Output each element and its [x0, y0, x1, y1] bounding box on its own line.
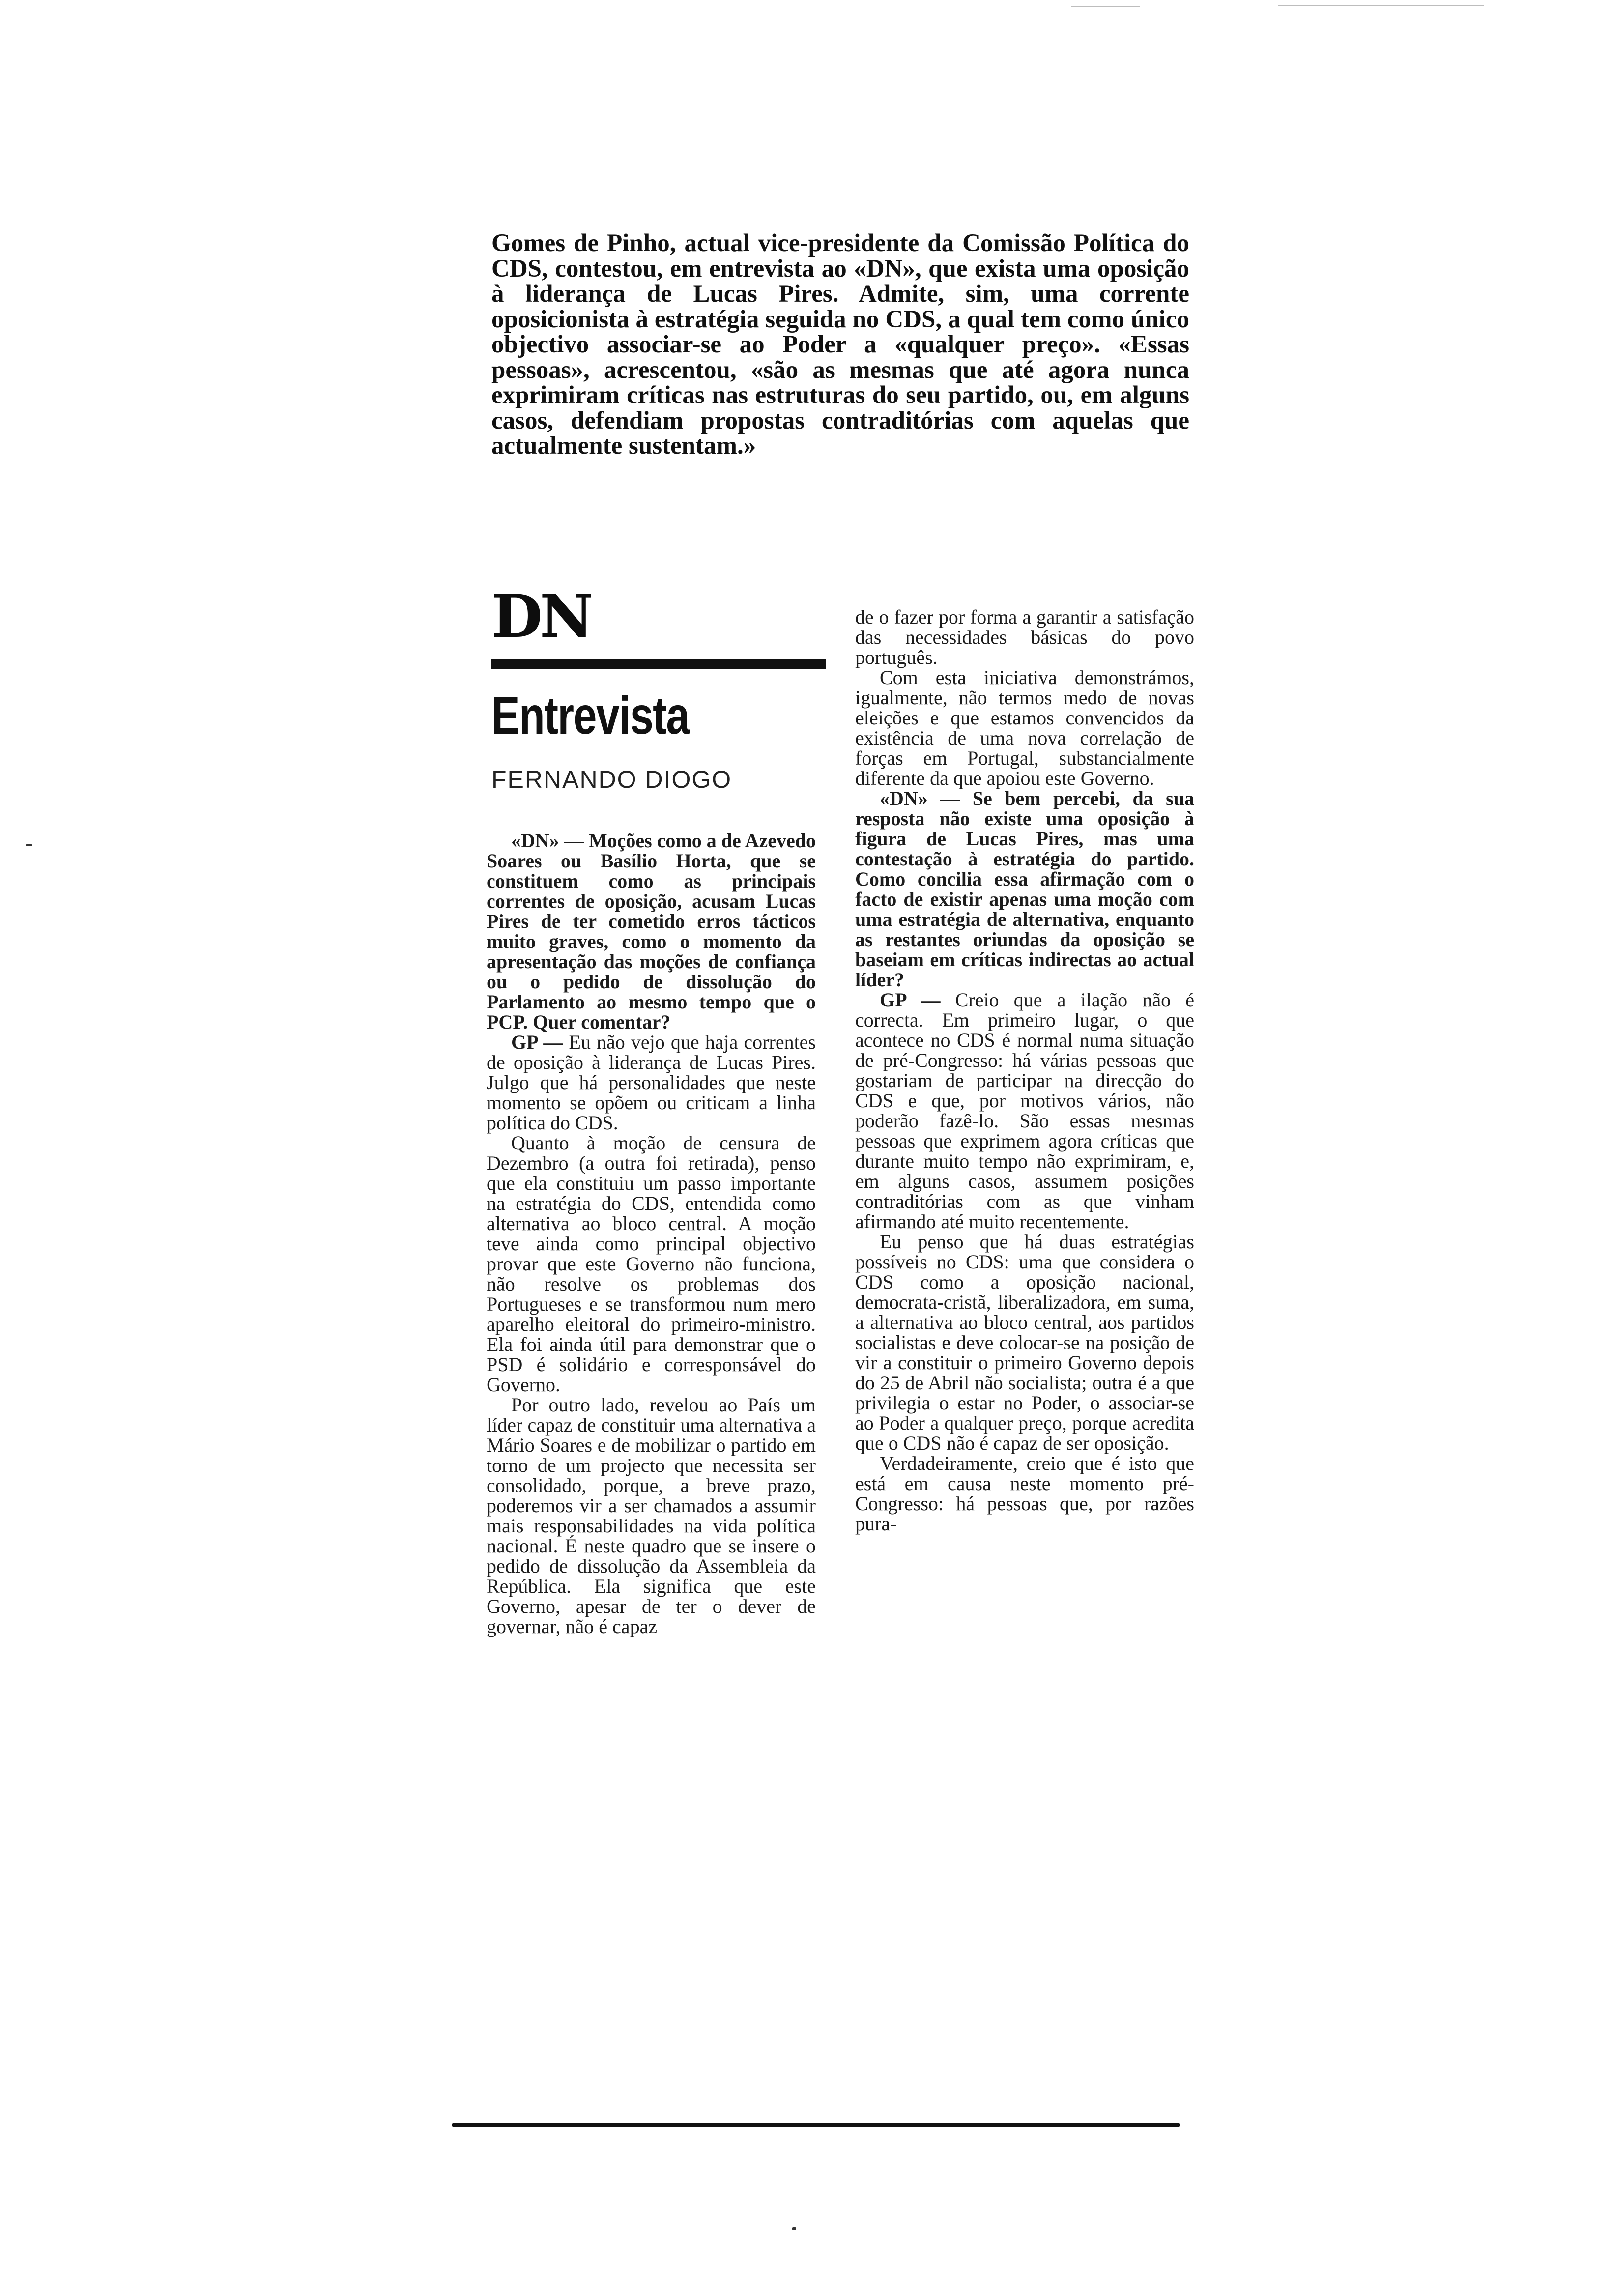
interview-answer [855, 990, 1194, 1232]
article-lead [491, 231, 1189, 459]
body-paragraph: Eu penso que há duas estratégias possíveis no CDS: uma que considera o CDS como a oposição nacional, democrata-cristã, liberalizadora, em suma, a alternativa ao bloco central, aos partidos socialistas e deve colocar-se na posição de vir a constituir o primeiro Governo depois do 25 de Abril não socialista; outra é a que privilegia o estar no Poder, o associar-se ao Poder a qualquer preço, porque acredita que o CDS não é capaz de ser oposição. [855, 1231, 1194, 1454]
lead-paragraph: Gomes de Pinho, actual vice-presidente da Comissão Política do CDS, contestou, em entrevista ao «DN», que exista uma oposição à liderança de Lucas Pires. Admite, sim, uma corrente oposicionista à estratégia seguida no CDS, a qual tem como único objectivo associar-se ao Poder a «qualquer preço». «Essas pessoas», acrescentou, «são as mesmas que até agora nunca exprimiram críticas nas estruturas do seu partido, ou, em alguns casos, defendiam propostas contraditórias com aquelas que actualmente sustentam.» [491, 230, 1189, 459]
masthead [491, 582, 826, 793]
interview-answer [487, 1032, 816, 1133]
interview-question: «DN» — Se bem percebi, da sua resposta não existe uma oposição à figura de Lucas Pires, mas uma contestação à estratégia do partido. Como concilia essa afirmação com o facto de existir apenas uma moção com uma estratégia de alternativa, enquanto as restantes oriundas da oposição se baseiam em críticas indirectas ao actual líder? [855, 787, 1194, 991]
top-scan-line-2 [1071, 6, 1140, 7]
scan-speck [792, 2227, 796, 2230]
article-column-2 [855, 607, 1194, 1534]
body-paragraph: Quanto à moção de censura de Dezembro (a outra foi retirada), penso que ela constituiu um passo importante na estratégia do CDS, entendida como alternativa ao bloco central. A moção teve ainda como principal objectivo provar que este Governo não funciona, não resolve os problemas dos Portugueses e se transformou num mero aparelho eleitoral do primeiro-ministro. Ela foi ainda útil para demonstrar que o PSD é solidário e corresponsável do Governo. [487, 1132, 816, 1396]
section-title: Entrevista [491, 686, 689, 745]
body-paragraph: de o fazer por forma a garantir a satisfação das necessidades básicas do povo português. [855, 606, 1194, 668]
answer-text: Eu não vejo que haja correntes de oposição à liderança de Lucas Pires. Julgo que há personalidades que neste momento se opõem ou criticam a linha política do CDS. [487, 1031, 816, 1134]
answer-lead: GP — [511, 1031, 563, 1053]
byline: FERNANDO DIOGO [491, 766, 732, 793]
article-column-1 [487, 831, 816, 1636]
masthead-rule [491, 659, 826, 669]
body-paragraph: Por outro lado, revelou ao País um líder capaz de constituir uma alternativa a Mário Soares e de mobilizar o partido em torno de um projecto que necessita ser consolidado, porque, a breve prazo, poderemos vir a ser chamados a assumir mais responsabilidades na vida política nacional. É neste quadro que se insere o pedido de dissolução da Assembleia da República. Ela significa que este Governo, apesar de ter o dever de governar, não é capaz [487, 1394, 816, 1637]
scan-speck [26, 844, 32, 846]
bottom-rule [452, 2123, 1180, 2127]
top-scan-line [1278, 5, 1484, 6]
interview-question: «DN» — Moções como a de Azevedo Soares ou Basílio Horta, que se constituem como as principais correntes de oposição, acusam Lucas Pires de ter cometido erros tácticos muito graves, como o momento da apresentação das moções de confiança ou o pedido de dissolução do Parlamento ao mesmo tempo que o PCP. Quer comentar? [487, 830, 816, 1033]
body-paragraph: Com esta iniciativa demonstrámos, igualmente, não termos medo de novas eleições e que estamos convencidos da existência de uma nova correlação de forças em Portugal, substancialmente diferente da que apoiou este Governo. [855, 666, 1194, 789]
answer-text: Creio que a ilação não é correcta. Em primeiro lugar, o que acontece no CDS é normal numa situação de pré-Congresso: há várias pessoas que gostariam de participar na direcção do CDS e que, por motivos vários, não poderão fazê-lo. São essas mesmas pessoas que exprimem agora críticas que durante muito tempo não exprimiram, e, em alguns casos, assumem posições contraditórias com as que vinham afirmando até muito recentemente. [855, 989, 1195, 1233]
body-paragraph: Verdadeiramente, creio que é isto que está em causa neste momento pré-Congresso: há pessoas que, por razões pura- [855, 1452, 1194, 1535]
answer-lead: GP — [880, 989, 941, 1011]
dn-logo: DN [491, 582, 591, 651]
